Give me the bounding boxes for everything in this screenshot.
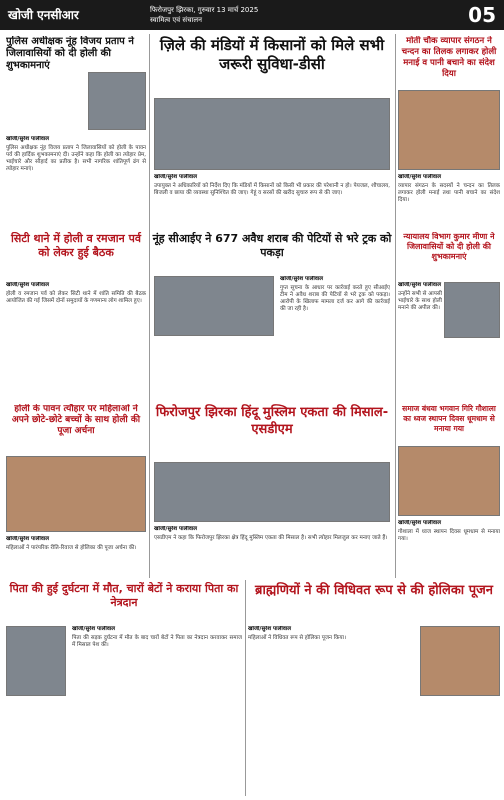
story-judicial: न्यायालय विभाग कुमार मीणा ने जिलावासियों को दी होली की शुभकामनाएं [403,232,495,261]
column-rule [395,34,396,578]
story-judicial-body: खोजी/सुरेश पालीवाल उन्होंने सभी से आपसी भाईचारे के साथ होली मनाने की अपील की। [398,282,442,311]
story-cia-body: खोजी/सुरेश पालीवाल गुप्त सूचना के आधार पर कार्रवाई करते हुए सीआईए टीम ने अवैध शराब की पेटियों से भरे ट्रक को पकड़ा। आरोपी के खिलाफ मामला दर्ज कर आगे की कार्रवाई की जा रही है। [280,276,390,312]
column-rule [245,580,246,796]
story-mandi-body: खोजी/सुरेश पालीवाल उपायुक्त ने अधिकारियों को निर्देश दिए कि मंडियों में किसानों को किसी भी प्रकार की परेशानी न हो। पेयजल, शौचालय, बिजली व छाया की व्यवस्था सुनिश्चित की जाए। गेहूं व सरसों की खरीद सुचारु रूप से की जाए। [154,174,390,196]
holi-women-photo [6,456,146,532]
column-rule [149,34,150,578]
story-moti-chowk-body: खोजी/सुरेश पालीवाल व्यापार संगठन के सदस्यों ने चन्दन का तिलक लगाकर होली मनाई तथा पानी बचाने का संदेश दिया। [398,174,500,203]
story-eye-donation-body: खोजी/सुरेश पालीवाल पिता की सड़क दुर्घटना में मौत के बाद चारों बेटों ने पिता का नेत्रदान करवाकर समाज में मिसाल पेश की। [72,626,242,648]
story-holi-women-body: खोजी/सुरेश पालीवाल महिलाओं ने पारंपरिक रीति-रिवाज से होलिका की पूजा अर्चना की। [6,536,137,551]
story-eye-donation: पिता की हुई दुर्घटना में मौत, चारों बेटों ने कराया पिता का नेत्रदान [9,582,239,609]
story-mandi: ज़िले की मंडियों में किसानों को मिले सभी जरूरी सुविधा-डीसी [159,36,385,73]
masthead [0,0,504,30]
story-moti-chowk: मोती चौक व्यापार संगठन ने चन्दन का तिलक लगाकर होली मनाई व पानी बचाने का संदेश दिया [401,36,497,79]
gaushala-photo [398,446,500,516]
holika-pujan-photo [420,626,500,696]
story-gaushala: समाज बंधवा भगवान गिरि गौशाला का ध्वज स्थापन दिवस धूमधाम से मनाया गया [402,404,496,433]
brand: खोजी एनसीआर [8,8,79,22]
moti-chowk-photo [398,90,500,170]
story-holi-women: होली के पावन त्यौहार पर महिलाओं ने अपने छोटे-छोटे बच्चों के साथ होली की पूजा अर्चना [11,404,141,436]
story-sdm-unity: फिरोजपुर झिरका हिंदू मुस्लिम एकता की मिसाल-एसडीएम [155,405,389,437]
story-sdm-body: खोजी/सुरेश पालीवाल एसडीएम ने कहा कि फिरोजपुर झिरका क्षेत्र हिंदू मुस्लिम एकता की मिसाल है। सभी त्योहार मिलजुल कर मनाए जाते हैं। [154,526,388,541]
mandi-photo [154,98,390,170]
judicial-photo [444,282,500,338]
page-number: 05 [468,3,496,27]
story-holika-pujan-body: खोजी/सुरेश पालीवाल महिलाओं ने विधिवत रूप से होलिका पूजन किया। [248,626,347,641]
story-city-thana-body: खोजी/सुरेश पालीवाल होली व रमजान पर्व को लेकर सिटी थाने में शांति समिति की बैठक आयोजित की गई जिसमें दोनों समुदायों के गणमान्य लोग शामिल हुए। [6,282,146,304]
story-gaushala-body: खोजी/सुरेश पालीवाल गौशाला में ध्वज स्थापन दिवस धूमधाम से मनाया गया। [398,520,500,542]
story-city-thana: सिटी थाने में होली व रमजान पर्व को लेकर हुई बैठक [11,232,141,259]
story-holika-pujan: ब्राह्मणियों ने की विधिवत रूप से की होलिका पूजन [255,583,493,598]
story-sp-body: खोजी/सुरेश पालीवाल पुलिस अधीक्षक नूंह विजय प्रताप ने जिलावासियों को होली के पावन पर्व की हार्दिक शुभकामनाएं दी। उन्होंने कहा कि होली का त्योहार प्रेम, भाईचारे और सौहार्द का प्रतीक है। सभी नागरिक शांतिपूर्ण ढंग से त्योहार मनाएं। [6,136,146,172]
masthead-meta: फिरोजपुर झिरका, गुरुवार 13 मार्च 2025 स्वामित्व एवं संचालन [150,6,259,24]
cia-photo [154,276,274,336]
story-cia-truck: नूंह सीआईए ने 677 अवैध शराब की पेटियों से भरे ट्रक को पकड़ा [152,232,392,259]
sdm-photo [154,462,390,522]
eye-donation-photo [6,626,66,696]
story-sp-greetings: पुलिस अधीक्षक नूंह विजय प्रताप ने जिलावासियों को दी होली की शुभकामनाएं [6,36,134,71]
sp-photo [88,72,146,130]
